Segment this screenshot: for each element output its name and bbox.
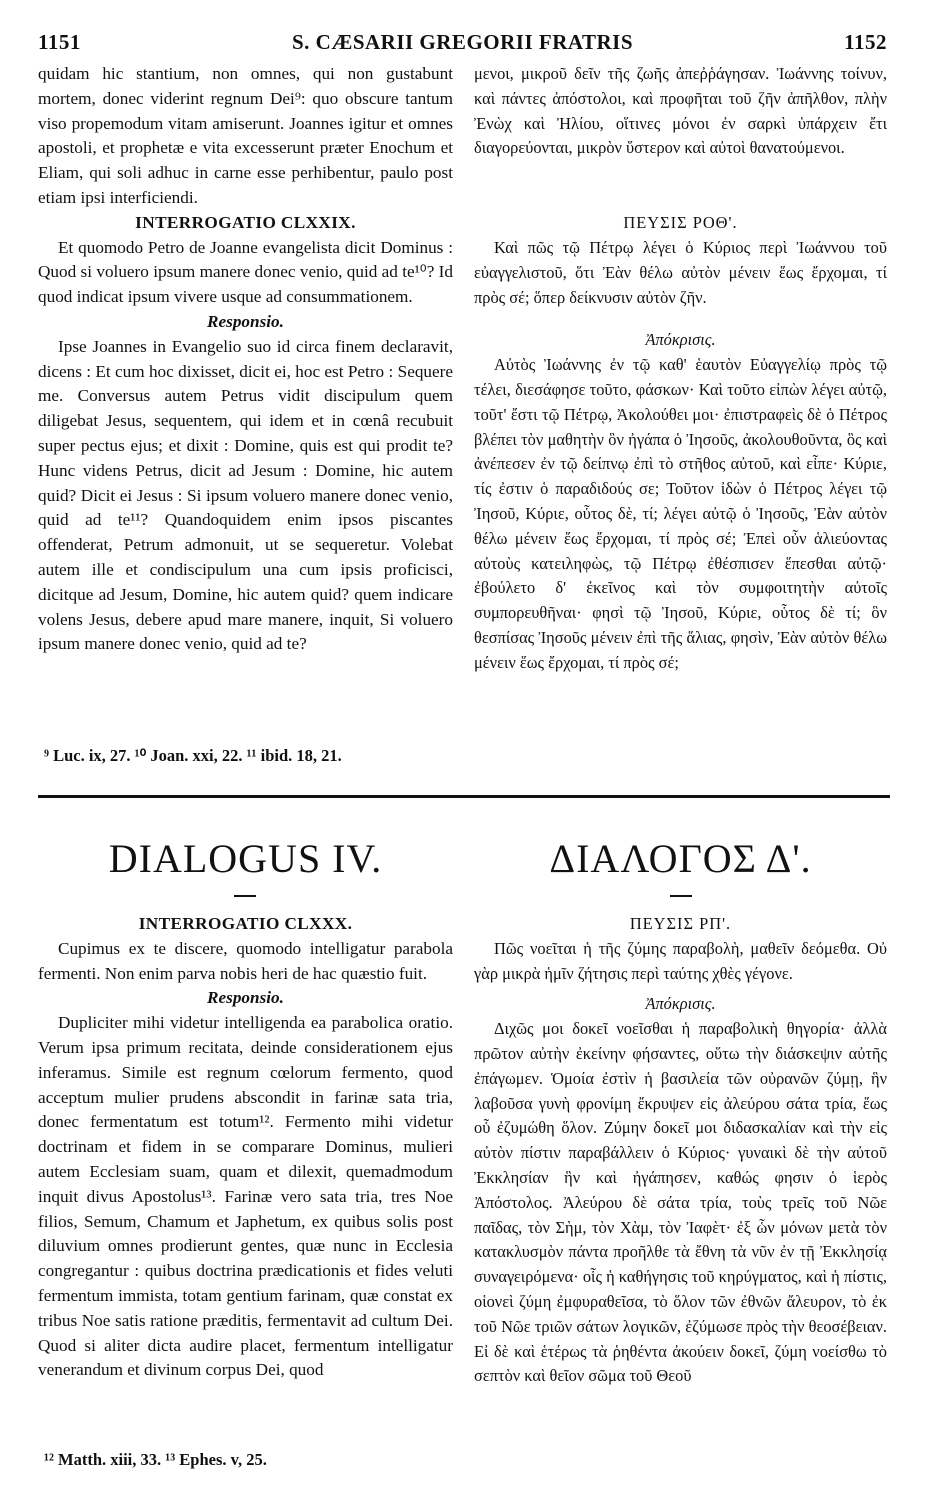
latin-column-top — [38, 62, 453, 657]
running-title: S. CÆSARII GREGORII FRATRIS — [291, 30, 633, 54]
dialogos-title: ΔΙΑΛΟΓΟΣ Δ'. — [549, 836, 812, 881]
greek-question: Καὶ πῶς τῷ Πέτρῳ λέγει ὁ Κύριος περὶ Ἰωάννου τοῦ εὐαγγελιστοῦ, ὅτι Ἐὰν θέλω αὐτὸν μένειν ἕως ἔρχομαι, τί πρὸς σέ; ὅπερ δείκνυσιν αὐτὸν ζῆν. — [474, 237, 887, 307]
title-dash-left — [234, 895, 256, 897]
page-number-right: 1152 — [844, 30, 887, 54]
greek-paragraph: μενοι, μικροῦ δεῖν τῆς ζωῆς ἀπεῤῥάγησαν. Ἰωάννης τοίνυν, καὶ πάντες ἀπόστολοι, καὶ προφῆται τοῦ ζῆν ἀπῆλθον, πλὴν Ἐνὼχ καὶ Ἠλίου, οἵτινες μόνοι ἐν σαρκὶ ὑπάρχειν ἔτι διαγορεύονται, μικρὸν ὕστερον καὶ αὐτοὶ θανατούμενοι. — [474, 64, 887, 158]
latin-column-bottom — [38, 912, 453, 1383]
interrogatio-heading: INTERROGATIO CLXXX. — [138, 914, 353, 933]
footnotes-bottom: ¹² Matth. xiii, 33. ¹³ Ephes. v, 25. — [44, 1450, 267, 1469]
footnotes-top: ⁹ Luc. ix, 27. ¹⁰ Joan. xxi, 22. ¹¹ ibid. 18, 21. — [44, 746, 342, 765]
page-header — [38, 30, 887, 60]
greek-answer: Διχῶς μοι δοκεῖ νοεῖσθαι ἡ παραβολικὴ θηγορία· ἀλλὰ πρῶτον αὐτὴν ἐκείνην φήσαντες, οὕτω τὴν διάσκεψιν αὐτῆς ἐπάγωμεν. Ὁμοία ἐστὶν ἡ βασιλεία τῶν οὐρανῶν ζύμῃ, ἣν λαβοῦσα γυνὴ φρονίμη ἔκρυψεν εἰς ἀλεύρου σάτα τρία, ἕως οὗ ἐζυμώθη ὅλον. Ζύμην δοκεῖ μοι διδασκαλίαν καὶ τὴν εἰς αὐτὸν πίστιν παραβάλλειν ὁ Κύριος· γυναικὶ δὲ τὴν αὐτοῦ Ἐκκλησίαν ἣν καὶ ἠγάπησεν, καθώς φησιν ὁ ἱερὸς Ἀπόστολος. Ἀλεύρου δὲ σάτα τρία, τοὺς τρεῖς τοῦ Νῶε παῖδας, τὸν Σὴμ, τὸν Χὰμ, τὸν Ἰαφὲτ· ἐξ ὧν μόνων μετὰ τὸν κατακλυσμὸν πάντα προῆλθε τὰ ἔθνη τὰ νῦν ἐν τῇ Ἐκκλησίᾳ συναγειρόμενα· οἷς ἡ καθήγησις τοῦ κηρύγματος, καὶ ἡ πίστις, οἱονεὶ ζύμη ἐμφυραθεῖσα, τὸ ὅλον τῶν ἐθνῶν ἄλευρον, τὸ ἐκ τοῦ Νῶε τριῶν σάτων λογικῶν, ἐζύμωσε πρὸς τὴν θεοσέβειαν. Εἰ δὲ καὶ ἑτέρως τὰ ῥηθέντα ἀκούειν δοκεῖ, ζύμη νοείσθω τὸ σεπτὸν καὶ θεῖον σῶμα τοῦ Θεοῦ — [474, 1019, 887, 1386]
latin-question: Et quomodo Petro de Joanne evangelista dicit Dominus : Quod si voluero ipsum manere donec venio, quid ad te¹⁰? Id quod indicat ipsum vivere usque ad consummationem. — [38, 237, 453, 307]
greek-column-top — [474, 62, 887, 676]
latin-answer: Dupliciter mihi videtur intelligenda ea parabolica oratio. Verum ipsa primum recitata, deinde considerationem ejus inferamus. Simile est regnum cœlorum fermento, quod acceptum mulier prudens abscondit in farinæ sata tria, donec fermentatum est totum¹². Fermento mihi videtur doctrinam et fidem in se comparare Dominus, mulieri autem Ecclesiam suam, quam et dilexit, quemadmodum inquit divus Apostolus¹³. Farinæ vero sata tria, tres Noe filios, Semum, Chamum et Japhetum, ex quibus solis post diluvium omnes prodierunt gentes, quæ nunc in Ecclesia congregantur : quibus doctrina prædicationis et fides veluti fermentum immista, totam gentium farinam, quæ constat ex tribus Noe satis ratione præditis, fermentavit ad cultum Dei. Quod si aliter dicta audire placet, fermentum intelligatur venerandum et divinum corpus Dei, quod — [38, 1013, 453, 1380]
apokrisis-heading: Ἀπόκρισις. — [645, 330, 716, 350]
responsio-heading: Responsio. — [207, 988, 284, 1008]
latin-answer: Ipse Joannes in Evangelio suo id circa finem declaravit, dicens : Et cum hoc dixisset, dicit ei, hoc est Petro : Sequere me. Conversus autem Petrus vidit discipulum quem diligebat Jesus, sequentem, qui idem et in cœnâ recubuit super pectus ejus; et dixit : Domine, quis est qui prodit te? Hunc videns Petrus, dicit ad Jesum : Domine, hic autem quid? Dicit ei Jesus : Si ipsum voluero manere donec venio, quid ad te¹¹? Quandoquidem enim ipsos piscantes offenderat, Petrum admonuit, ut se sequeretur. Volebat autem ille et condiscipulum una cum ipsis proficisci, dicitque ad Jesum, Domine, hic autem quid? quem indicare volens Jesus, debere apud mare manere, inquit, Si voluero ipsum manere donec venio, quid ad te? — [38, 336, 453, 654]
interrogatio-heading: INTERROGATIO CLXXIX. — [135, 212, 356, 232]
peusis-heading: ΠΕΥΣΙΣ ΡΠ'. — [629, 914, 732, 933]
latin-paragraph: quidam hic stantium, non omnes, qui non gustabunt mortem, donec viderint regnum Dei⁹: quo obscure tantum viso propemodum vitam amiserunt. Joannes igitur et omnes apostoli, et prophetæ e vita excesserunt præter Enochum et Eliam, qui soli adhuc in carne esse perhibentur, paulo post etiam ipsi interficiendi. — [38, 64, 453, 207]
greek-question: Πῶς νοεῖται ἡ τῆς ζύμης παραβολὴ, μαθεῖν δεόμεθα. Οὐ γὰρ μικρὰ ἡμῖν ζήτησις περὶ ταύτης χθὲς γέγονε. — [474, 938, 887, 983]
page-number-left: 1151 — [38, 30, 81, 54]
title-dash-right — [670, 895, 692, 897]
dialogus-title: DIALOGUS IV. — [108, 836, 383, 881]
greek-column-bottom — [474, 912, 887, 1389]
section-divider — [38, 795, 890, 798]
greek-answer: Αὐτὸς Ἰωάννης ἐν τῷ καθ' ἑαυτὸν Εὐαγγελίῳ πρὸς τῷ τέλει, διεσάφησε τοῦτο, φάσκων· Καὶ τοῦτο εἰπὼν λέγει αὐτῷ, τοῦτ' ἔστι τῷ Πέτρῳ, Ἀκολούθει μοι· ἐπιστραφεὶς δὲ ὁ Πέτρος βλέπει τὸν μαθητὴν ὃν ἠγάπα ὁ Ἰησοῦς, ἀκολουθοῦντα, ὃς καὶ ἀνέπεσεν ἐν τῷ δείπνῳ ἐπὶ τὸ στῆθος αὐτοῦ, καὶ εἶπε· Κύριε, τίς ἐστιν ὁ παραδιδούς σε; Τοῦτον ἰδὼν ὁ Πέτρος λέγει τῷ Ἰησοῦ, Κύριε, οὗτος δὲ, τί; λέγει αὐτῷ ὁ Ἰησοῦς, Ἐὰν αὐτὸν θέλω μένειν ἕως ἔρχομαι, τί πρὸς σέ; Ἐπεὶ οὖν ἁλιεύοντας αὐτοὺς κατειληφὼς, τῷ Πέτρῳ ἐθέσπισεν ἕπεσθαι αὐτῷ· ἐβούλετο δ' ἐκεῖνος καὶ τὸν συμφοιτητὴν αὐτοῖς συμπορευθῆναι· φησὶ τῷ Ἰησοῦ, Κύριε, οὗτος δὲ τί; ὃν θεσπίσας Ἰησοῦς μένειν ἐπὶ τῆς ἅλιας, φησὶν, Ἐὰν αὐτὸν θέλω μένειν ἕως ἔρχομαι, τί πρὸς σέ; — [474, 355, 887, 672]
latin-question: Cupimus ex te discere, quomodo intelligatur parabola fermenti. Non enim parva nobis heri de hac quæstio fuit. — [38, 938, 453, 983]
peusis-heading: ΠΕΥΣΙΣ ΡΟΘ'. — [623, 213, 738, 233]
apokrisis-heading: Ἀπόκρισις. — [645, 994, 716, 1014]
responsio-heading: Responsio. — [207, 311, 284, 331]
